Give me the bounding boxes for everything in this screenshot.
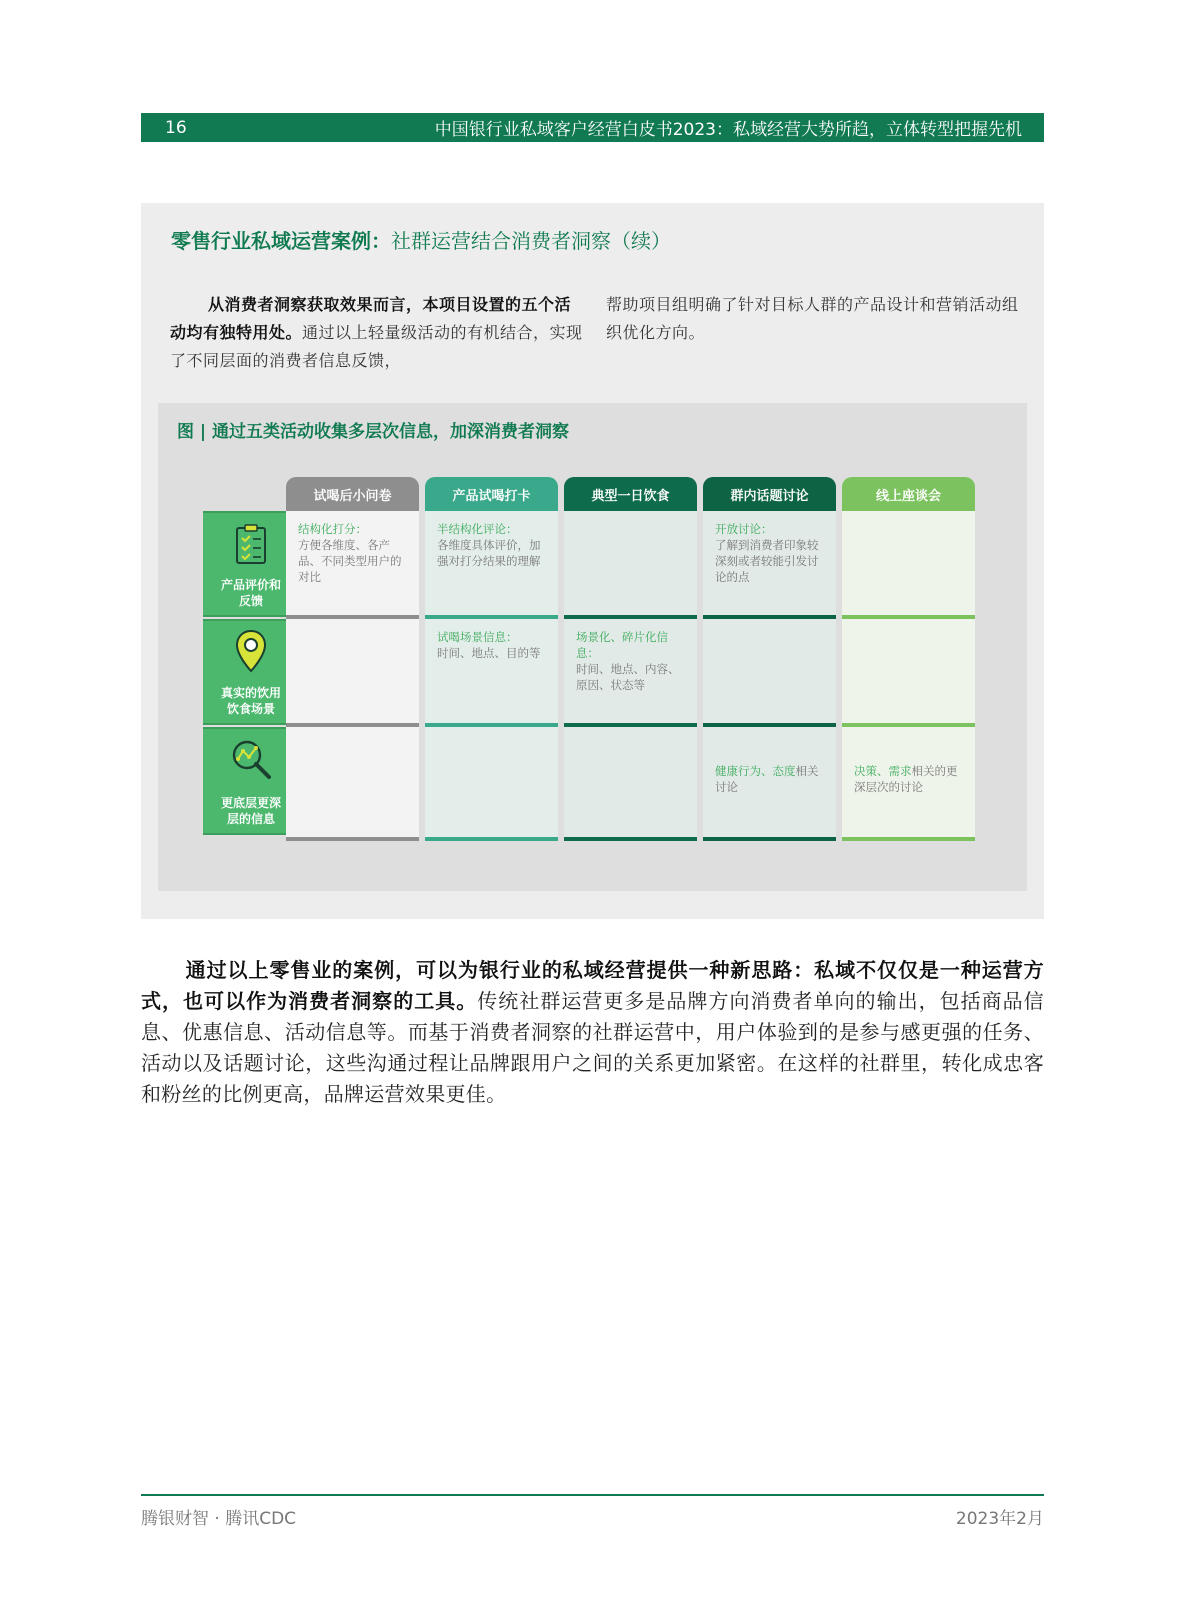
cell-lead: 试喝场景信息： xyxy=(437,630,518,644)
cell-lead: 半结构化评论： xyxy=(437,522,518,536)
cell-r0-checkin xyxy=(425,511,558,619)
column-header-online-forum: 线上座谈会 xyxy=(842,477,975,511)
cell-r1-questionnaire xyxy=(286,619,419,727)
cell-r1-checkin xyxy=(425,619,558,727)
row-label-line1: 真实的饮用 xyxy=(220,686,281,700)
cell-lead: 开放讨论： xyxy=(715,522,773,536)
cell-r2-questionnaire xyxy=(286,727,419,841)
case-title xyxy=(171,225,671,254)
body-text: 传统社群运营更多是品牌方向消费者单向的输出，包括商品信息、优惠信息、活动信息等。而基于消费者洞察的社群运营中，用户体验到的是参与感更强的任务、活动以及话题讨论，这些沟通过程让品牌跟用户之间的关系更加紧密。在这样的社群里，转化成忠客和粉丝的比例更高，品牌运营效果更佳。 xyxy=(141,989,1044,1106)
cell-lead: 健康行为、态度 xyxy=(715,764,796,778)
document-title: 中国银行业私域客户经营白皮书2023：私域经营大势所趋，立体转型把握先机 xyxy=(434,120,1022,140)
cell-lead: 场景化、碎片化信息： xyxy=(576,630,668,660)
page-number: 16 xyxy=(165,117,187,138)
cell-text: 相关的更深层次的讨论 xyxy=(854,764,958,794)
cell-r2-checkin xyxy=(425,727,558,841)
cell-r0-online-forum xyxy=(842,511,975,619)
cell-text: 各维度具体评价，加强对打分结果的理解 xyxy=(437,538,541,568)
page-header xyxy=(141,113,1044,142)
cell-text: 时间、地点、内容、原因、状态等 xyxy=(576,662,680,692)
cell-r1-daily-diet xyxy=(564,619,697,727)
row-label-drinking-scenario xyxy=(203,619,299,725)
footer-date: 2023年2月 xyxy=(955,1509,1044,1529)
body-paragraph xyxy=(141,955,1044,1110)
cell-r1-group-discussion xyxy=(703,619,836,727)
footer-divider xyxy=(141,1494,1044,1496)
cell-r0-daily-diet xyxy=(564,511,697,619)
intro-bold: 从消费者洞察获取效果而言，本项目设置的五个活动均有独特用处。 xyxy=(170,295,572,342)
cell-lead: 结构化打分： xyxy=(298,522,367,536)
cell-text: 相关讨论 xyxy=(715,764,819,794)
cell-lead: 决策、需求 xyxy=(854,764,912,778)
row-label-line2: 饮食场景 xyxy=(226,702,275,716)
intro-left-paragraph xyxy=(170,291,586,375)
location-pin-icon xyxy=(203,629,299,679)
cell-r0-group-discussion xyxy=(703,511,836,619)
column-header-group-discussion: 群内话题讨论 xyxy=(703,477,836,511)
cell-text: 了解到消费者印象较深刻或者较能引发讨论的点 xyxy=(715,538,819,584)
figure-title: 图 | 通过五类活动收集多层次信息，加深消费者洞察 xyxy=(177,422,570,442)
cell-r2-daily-diet xyxy=(564,727,697,841)
cell-text: 方便各维度、各产品、不同类型用户的对比 xyxy=(298,538,402,584)
column-header-checkin: 产品试喝打卡 xyxy=(425,477,558,511)
row-label-line2: 层的信息 xyxy=(226,812,275,826)
row-label-line2: 反馈 xyxy=(238,594,263,608)
case-title-bold: 零售行业私域运营案例： xyxy=(171,229,391,253)
intro-left-text: 通过以上轻量级活动的有机结合，实现了不同层面的消费者信息反馈， xyxy=(170,323,583,370)
body-bold: 通过以上零售业的案例，可以为银行业的私域经营提供一种新思路：私域不仅仅是一种运营方式，也可以作为消费者洞察的工具。 xyxy=(141,958,1044,1013)
case-box xyxy=(141,203,1044,919)
row-label-product-feedback xyxy=(203,511,299,617)
row-label-deeper-info xyxy=(203,727,299,835)
clipboard-checklist-icon xyxy=(203,523,299,569)
cell-r2-group-discussion xyxy=(703,727,836,841)
cell-text: 时间、地点、目的等 xyxy=(437,646,541,660)
row-label-line1: 产品评价和 xyxy=(220,578,281,592)
case-title-rest: 社群运营结合消费者洞察（续） xyxy=(391,229,671,253)
cell-r0-questionnaire xyxy=(286,511,419,619)
cell-r2-online-forum xyxy=(842,727,975,841)
column-header-questionnaire: 试喝后小问卷 xyxy=(286,477,419,511)
intro-right-paragraph: 帮助项目组明确了针对目标人群的产品设计和营销活动组织优化方向。 xyxy=(606,295,1019,342)
footer-publisher: 腾银财智 · 腾讯CDC xyxy=(141,1509,297,1529)
row-label-line1: 更底层更深 xyxy=(220,796,281,810)
cell-r1-online-forum xyxy=(842,619,975,727)
figure-panel xyxy=(158,403,1027,891)
magnifier-chart-icon xyxy=(203,737,299,785)
column-header-daily-diet: 典型一日饮食 xyxy=(564,477,697,511)
